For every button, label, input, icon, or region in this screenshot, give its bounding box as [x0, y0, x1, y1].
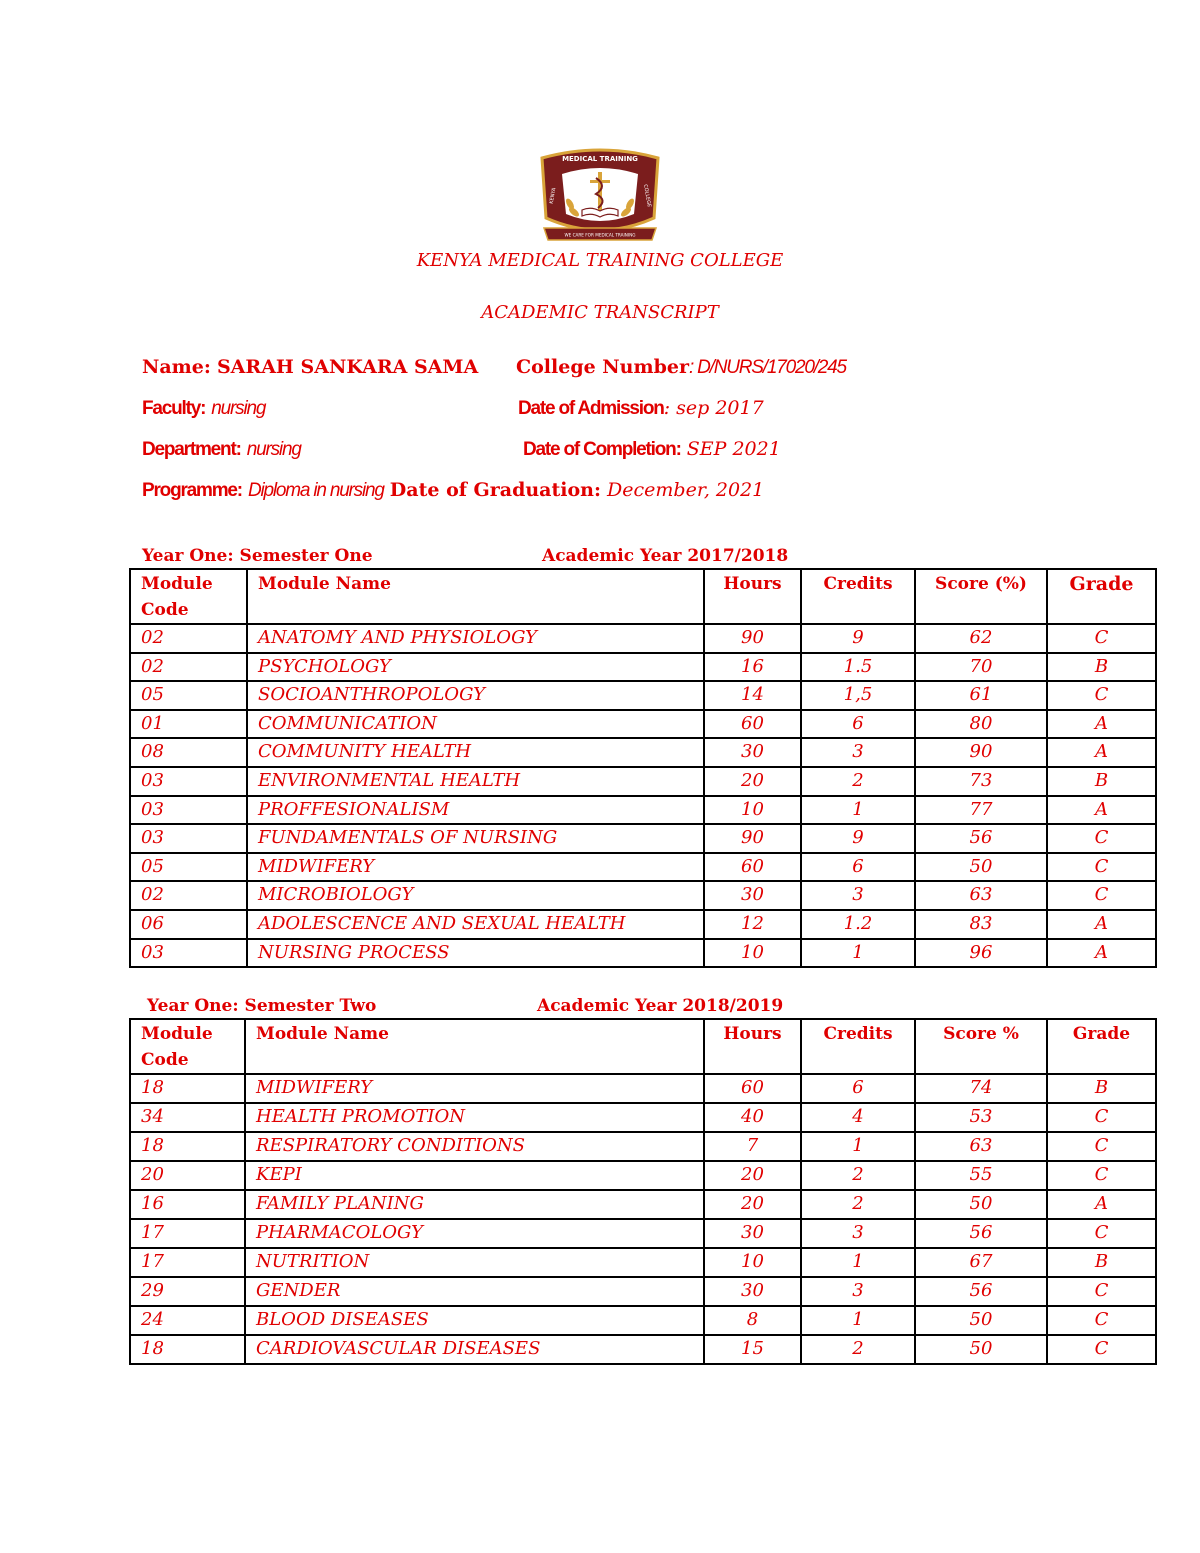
- credits-cell: 4: [801, 1103, 915, 1132]
- semester-1-rows: [130, 624, 1156, 967]
- student-name: SARAH SANKARA SAMA: [216, 356, 479, 378]
- table-row: [130, 939, 1156, 968]
- col-score: Score (%): [915, 569, 1047, 624]
- score-cell: 50: [915, 853, 1047, 882]
- table-row: [130, 910, 1156, 939]
- grade-cell: A: [1047, 796, 1156, 825]
- semester-2-rows: [130, 1074, 1156, 1364]
- graduation-label: Date of Graduation:: [389, 479, 601, 501]
- hours-cell: 15: [704, 1335, 801, 1364]
- grade-cell: A: [1047, 738, 1156, 767]
- programme-value: Diploma in nursing: [247, 480, 384, 501]
- module-name-cell: PHARMACOLOGY: [245, 1219, 704, 1248]
- document-title: ACADEMIC TRANSCRIPT: [481, 302, 719, 323]
- crest-top-text: MEDICAL TRAINING: [562, 155, 638, 163]
- module-name-cell: CARDIOVASCULAR DISEASES: [245, 1335, 704, 1364]
- grade-cell: B: [1047, 1074, 1156, 1103]
- hours-cell: 20: [704, 767, 801, 796]
- hours-cell: 20: [704, 1161, 801, 1190]
- credits-cell: 1: [801, 1306, 915, 1335]
- table-row: [130, 824, 1156, 853]
- module-code-cell: 01: [130, 710, 247, 739]
- table-row: [130, 1074, 1156, 1103]
- grade-cell: A: [1047, 939, 1156, 968]
- module-name-cell: FUNDAMENTALS OF NURSING: [247, 824, 704, 853]
- hours-cell: 30: [704, 881, 801, 910]
- admission-label: Date of Admission: [518, 398, 664, 419]
- table-header-row: [130, 569, 1156, 624]
- credits-cell: 2: [801, 1190, 915, 1219]
- hours-cell: 10: [704, 1248, 801, 1277]
- module-name-cell: MIDWIFERY: [245, 1074, 704, 1103]
- grade-cell: C: [1047, 1103, 1156, 1132]
- table-row: [130, 853, 1156, 882]
- module-code-cell: 05: [130, 681, 247, 710]
- faculty-value: nursing: [211, 398, 266, 419]
- col-hours: Hours: [704, 569, 801, 624]
- hours-cell: 40: [704, 1103, 801, 1132]
- module-code-cell: 29: [130, 1277, 245, 1306]
- score-cell: 73: [915, 767, 1047, 796]
- department-line: [142, 438, 301, 461]
- grade-cell: C: [1047, 1219, 1156, 1248]
- score-cell: 67: [915, 1248, 1047, 1277]
- semester-1-label: Year One: Semester One: [142, 546, 373, 566]
- hours-cell: 30: [704, 1277, 801, 1306]
- credits-cell: 2: [801, 1335, 915, 1364]
- module-name-cell: ENVIRONMENTAL HEALTH: [247, 767, 704, 796]
- table-row: [130, 1335, 1156, 1364]
- completion-value: SEP 2021: [686, 438, 781, 460]
- credits-cell: 3: [801, 738, 915, 767]
- table-row: [130, 1161, 1156, 1190]
- module-name-cell: HEALTH PROMOTION: [245, 1103, 704, 1132]
- grade-cell: C: [1047, 1306, 1156, 1335]
- credits-cell: 1: [801, 939, 915, 968]
- hours-cell: 60: [704, 853, 801, 882]
- grade-cell: C: [1047, 681, 1156, 710]
- name-label: Name:: [142, 356, 211, 378]
- score-cell: 70: [915, 653, 1047, 682]
- hours-cell: 8: [704, 1306, 801, 1335]
- module-name-cell: PROFFESIONALISM: [247, 796, 704, 825]
- admission-value: : sep 2017: [663, 397, 764, 419]
- module-code-cell: 17: [130, 1248, 245, 1277]
- grade-cell: C: [1047, 824, 1156, 853]
- hours-cell: 16: [704, 653, 801, 682]
- score-cell: 56: [915, 824, 1047, 853]
- table-row: [130, 796, 1156, 825]
- grade-cell: C: [1047, 1277, 1156, 1306]
- semester-2-label: Year One: Semester Two: [147, 996, 377, 1016]
- module-code-cell: 18: [130, 1074, 245, 1103]
- score-cell: 56: [915, 1277, 1047, 1306]
- score-cell: 96: [915, 939, 1047, 968]
- semester-2-academic-year: Academic Year 2018/2019: [537, 996, 784, 1016]
- credits-cell: 1: [801, 796, 915, 825]
- col-module-name: Module Name: [245, 1019, 704, 1074]
- score-cell: 53: [915, 1103, 1047, 1132]
- module-name-cell: MIDWIFERY: [247, 853, 704, 882]
- score-cell: 63: [915, 1132, 1047, 1161]
- credits-cell: 2: [801, 1161, 915, 1190]
- module-code-cell: 17: [130, 1219, 245, 1248]
- score-cell: 80: [915, 710, 1047, 739]
- grade-cell: A: [1047, 710, 1156, 739]
- table-row: [130, 1248, 1156, 1277]
- score-cell: 50: [915, 1335, 1047, 1364]
- module-code-cell: 05: [130, 853, 247, 882]
- table-header-row: [130, 1019, 1156, 1074]
- table-row: [130, 1190, 1156, 1219]
- module-name-cell: ADOLESCENCE AND SEXUAL HEALTH: [247, 910, 704, 939]
- score-cell: 50: [915, 1190, 1047, 1219]
- table-row: [130, 738, 1156, 767]
- module-name-cell: COMMUNITY HEALTH: [247, 738, 704, 767]
- semester-2-table: [129, 1018, 1157, 1365]
- module-name-cell: RESPIRATORY CONDITIONS: [245, 1132, 704, 1161]
- module-name-cell: KEPI: [245, 1161, 704, 1190]
- score-cell: 62: [915, 624, 1047, 653]
- module-code-cell: 03: [130, 767, 247, 796]
- module-code-cell: 03: [130, 824, 247, 853]
- col-module-name: Module Name: [247, 569, 704, 624]
- score-cell: 50: [915, 1306, 1047, 1335]
- module-name-cell: MICROBIOLOGY: [247, 881, 704, 910]
- credits-cell: 6: [801, 710, 915, 739]
- module-code-cell: 16: [130, 1190, 245, 1219]
- module-code-cell: 06: [130, 910, 247, 939]
- table-row: [130, 653, 1156, 682]
- student-name-line: [142, 356, 478, 378]
- department-label: Department:: [142, 439, 241, 460]
- programme-label: Programme:: [142, 480, 242, 501]
- col-grade: Grade: [1047, 1019, 1156, 1074]
- semester-1-table: [129, 568, 1157, 968]
- crest-motto-text: WE CARE FOR MEDICAL TRAINING: [564, 232, 636, 238]
- score-cell: 61: [915, 681, 1047, 710]
- col-module-code: Module Code: [130, 1019, 245, 1074]
- grade-cell: C: [1047, 853, 1156, 882]
- hours-cell: 60: [704, 1074, 801, 1103]
- table-row: [130, 1132, 1156, 1161]
- module-code-cell: 20: [130, 1161, 245, 1190]
- module-name-cell: NURSING PROCESS: [247, 939, 704, 968]
- module-code-cell: 02: [130, 624, 247, 653]
- table-row: [130, 681, 1156, 710]
- grade-cell: A: [1047, 1190, 1156, 1219]
- score-cell: 90: [915, 738, 1047, 767]
- col-score: Score %: [915, 1019, 1047, 1074]
- credits-cell: 1: [801, 1248, 915, 1277]
- hours-cell: 14: [704, 681, 801, 710]
- col-credits: Credits: [801, 1019, 915, 1074]
- module-name-cell: GENDER: [245, 1277, 704, 1306]
- col-module-code: Module Code: [130, 569, 247, 624]
- module-code-cell: 18: [130, 1335, 245, 1364]
- table-row: [130, 1277, 1156, 1306]
- college-number-line: [516, 356, 846, 379]
- credits-cell: 9: [801, 824, 915, 853]
- module-code-cell: 03: [130, 796, 247, 825]
- credits-cell: 6: [801, 1074, 915, 1103]
- module-name-cell: ANATOMY AND PHYSIOLOGY: [247, 624, 704, 653]
- credits-cell: 1,5: [801, 681, 915, 710]
- programme-line: [142, 479, 764, 502]
- grade-cell: B: [1047, 767, 1156, 796]
- hours-cell: 90: [704, 824, 801, 853]
- module-code-cell: 03: [130, 939, 247, 968]
- score-cell: 77: [915, 796, 1047, 825]
- credits-cell: 2: [801, 767, 915, 796]
- module-name-cell: SOCIOANTHROPOLOGY: [247, 681, 704, 710]
- hours-cell: 10: [704, 796, 801, 825]
- college-number-label: College Number: [516, 356, 689, 378]
- credits-cell: 1.5: [801, 653, 915, 682]
- module-name-cell: NUTRITION: [245, 1248, 704, 1277]
- hours-cell: 7: [704, 1132, 801, 1161]
- module-name-cell: COMMUNICATION: [247, 710, 704, 739]
- score-cell: 74: [915, 1074, 1047, 1103]
- hours-cell: 20: [704, 1190, 801, 1219]
- hours-cell: 12: [704, 910, 801, 939]
- col-credits: Credits: [801, 569, 915, 624]
- department-value: nursing: [246, 439, 301, 460]
- credits-cell: 6: [801, 853, 915, 882]
- module-name-cell: PSYCHOLOGY: [247, 653, 704, 682]
- module-code-cell: 02: [130, 653, 247, 682]
- college-crest-logo: [536, 148, 664, 246]
- grade-cell: A: [1047, 910, 1156, 939]
- table-row: [130, 624, 1156, 653]
- grade-cell: C: [1047, 881, 1156, 910]
- completion-line: [523, 438, 781, 461]
- table-row: [130, 1219, 1156, 1248]
- faculty-label: Faculty:: [142, 398, 206, 419]
- college-number: : D/NURS/17020/245: [688, 357, 846, 378]
- hours-cell: 10: [704, 939, 801, 968]
- module-name-cell: BLOOD DISEASES: [245, 1306, 704, 1335]
- module-code-cell: 02: [130, 881, 247, 910]
- table-row: [130, 1306, 1156, 1335]
- hours-cell: 60: [704, 710, 801, 739]
- faculty-line: [142, 397, 265, 420]
- hours-cell: 30: [704, 1219, 801, 1248]
- hours-cell: 90: [704, 624, 801, 653]
- graduation-value: December, 2021: [607, 479, 765, 501]
- crest-left-text: KENYA: [548, 187, 558, 205]
- module-code-cell: 34: [130, 1103, 245, 1132]
- module-code-cell: 18: [130, 1132, 245, 1161]
- admission-line: [518, 397, 764, 420]
- score-cell: 83: [915, 910, 1047, 939]
- credits-cell: 3: [801, 881, 915, 910]
- crest-right-text: COLLEGE: [642, 183, 652, 208]
- hours-cell: 30: [704, 738, 801, 767]
- table-row: [130, 1103, 1156, 1132]
- table-row: [130, 881, 1156, 910]
- credits-cell: 1.2: [801, 910, 915, 939]
- col-hours: Hours: [704, 1019, 801, 1074]
- credits-cell: 1: [801, 1132, 915, 1161]
- module-code-cell: 24: [130, 1306, 245, 1335]
- semester-1-academic-year: Academic Year 2017/2018: [542, 546, 789, 566]
- module-name-cell: FAMILY PLANING: [245, 1190, 704, 1219]
- table-row: [130, 767, 1156, 796]
- grade-cell: C: [1047, 1335, 1156, 1364]
- score-cell: 56: [915, 1219, 1047, 1248]
- grade-cell: B: [1047, 653, 1156, 682]
- credits-cell: 3: [801, 1277, 915, 1306]
- table-row: [130, 710, 1156, 739]
- college-name: KENYA MEDICAL TRAINING COLLEGE: [416, 250, 784, 271]
- completion-label: Date of Completion:: [523, 439, 681, 460]
- grade-cell: C: [1047, 1161, 1156, 1190]
- module-code-cell: 08: [130, 738, 247, 767]
- score-cell: 55: [915, 1161, 1047, 1190]
- grade-cell: C: [1047, 1132, 1156, 1161]
- grade-cell: C: [1047, 624, 1156, 653]
- grade-cell: B: [1047, 1248, 1156, 1277]
- credits-cell: 9: [801, 624, 915, 653]
- score-cell: 63: [915, 881, 1047, 910]
- col-grade: Grade: [1047, 569, 1156, 624]
- credits-cell: 3: [801, 1219, 915, 1248]
